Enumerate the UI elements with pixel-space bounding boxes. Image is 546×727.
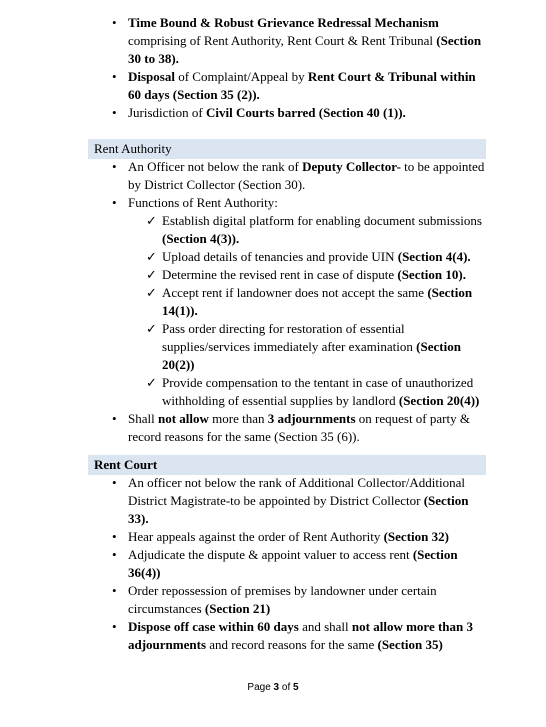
rent-court-section bbox=[0, 474, 546, 654]
list-item-text bbox=[128, 410, 486, 446]
top-bullet-list bbox=[0, 14, 546, 122]
bullet-icon: • bbox=[112, 15, 117, 30]
bold-text: (Section 14(1)). bbox=[162, 285, 473, 318]
rent-authority-section bbox=[0, 158, 546, 446]
function-item-text bbox=[162, 285, 472, 318]
page-footer bbox=[0, 679, 546, 697]
text-run: and record reasons for the same bbox=[206, 637, 378, 652]
bold-text: (Section 33). bbox=[128, 493, 469, 526]
rent-authority-list-after bbox=[0, 410, 546, 446]
bullet-icon: • bbox=[112, 411, 117, 426]
list-item-text bbox=[128, 194, 486, 212]
bold-text: Disposal bbox=[128, 69, 175, 84]
list-item-text bbox=[128, 68, 486, 104]
bold-text: Dispose off case within 60 days bbox=[128, 619, 299, 634]
list-item-text bbox=[128, 528, 486, 546]
top-list-item bbox=[0, 14, 546, 68]
bullet-icon: • bbox=[112, 159, 117, 174]
text-run: Adjudicate the dispute & appoint valuer to access rent bbox=[128, 547, 413, 562]
function-item bbox=[0, 284, 546, 320]
list-item-text bbox=[128, 158, 486, 194]
top-bullet-block bbox=[0, 14, 546, 122]
bold-text: (Section 21) bbox=[204, 601, 271, 616]
checkmark-icon: ✓ bbox=[146, 213, 157, 228]
bold-text: (Section 10). bbox=[397, 267, 466, 282]
text-run: more than bbox=[208, 411, 268, 426]
list-item-text bbox=[128, 474, 486, 528]
text-run: and shall bbox=[298, 619, 352, 634]
text-run: Pass order directing for restoration of essential supplies/services immediately after examination bbox=[162, 321, 417, 354]
function-item-text bbox=[162, 321, 461, 372]
rent-court-item bbox=[0, 528, 546, 546]
text-run: An Officer not below the rank of bbox=[128, 159, 303, 174]
function-item-text bbox=[162, 375, 479, 408]
footer-prefix: Page bbox=[247, 682, 274, 693]
bullet-icon: • bbox=[112, 583, 117, 598]
checkmark-icon: ✓ bbox=[146, 375, 157, 390]
list-item-text bbox=[128, 618, 486, 654]
bold-text: (Section 20(4)) bbox=[398, 393, 480, 408]
top-list-item bbox=[0, 68, 546, 104]
text-run: Determine the revised rent in case of dispute bbox=[162, 267, 398, 282]
rent-authority-item bbox=[0, 410, 546, 446]
bullet-icon: • bbox=[112, 105, 117, 120]
function-item bbox=[0, 266, 546, 284]
footer-middle: of bbox=[279, 682, 294, 693]
text-run: Provide compensation to the tentant in case of unauthorized withholding of essential supplies by landlord bbox=[162, 375, 474, 408]
list-item-text bbox=[128, 582, 486, 618]
rent-court-item bbox=[0, 618, 546, 654]
text-run: Shall bbox=[128, 411, 158, 426]
text-run: on request of party & record reasons for the same (Section 35 (6)). bbox=[128, 411, 470, 444]
rent-court-list bbox=[0, 474, 546, 654]
function-item-text bbox=[162, 249, 471, 264]
checkmark-icon: ✓ bbox=[146, 267, 157, 282]
bold-text: 3 adjournments bbox=[267, 411, 356, 426]
bold-text: (Section 32) bbox=[383, 529, 449, 544]
list-item-text bbox=[128, 546, 486, 582]
bold-text: (Section 30 to 38). bbox=[128, 33, 482, 66]
text-run: Hear appeals against the order of Rent Authority bbox=[128, 529, 384, 544]
checkmark-icon: ✓ bbox=[146, 249, 157, 264]
rent-court-header: Rent Court bbox=[88, 455, 486, 475]
function-item-text bbox=[162, 267, 466, 282]
function-item bbox=[0, 320, 546, 374]
bullet-icon: • bbox=[112, 619, 117, 634]
text-run: Accept rent if landowner does not accept the same bbox=[162, 285, 428, 300]
text-run: Establish digital platform for enabling document submissions bbox=[162, 213, 482, 228]
rent-court-item bbox=[0, 582, 546, 618]
checkmark-icon: ✓ bbox=[146, 285, 157, 300]
rent-authority-item bbox=[0, 194, 546, 212]
bold-text: (Section 4(4). bbox=[397, 249, 471, 264]
text-run: Functions of Rent Authority: bbox=[128, 195, 278, 210]
list-item-text bbox=[128, 104, 486, 122]
text-run: Jurisdiction of bbox=[128, 105, 206, 120]
checkmark-icon: ✓ bbox=[146, 321, 157, 336]
rent-court-item bbox=[0, 546, 546, 582]
function-item-text bbox=[162, 213, 482, 246]
text-run: Order repossession of premises by landowner under certain circumstances bbox=[128, 583, 437, 616]
bullet-icon: • bbox=[112, 195, 117, 210]
bold-text: (Section 35) bbox=[377, 637, 443, 652]
bold-text: (Section 4(3)). bbox=[162, 231, 240, 246]
text-run: of Complaint/Appeal by bbox=[174, 69, 308, 84]
bullet-icon: • bbox=[112, 529, 117, 544]
text-run: comprising of Rent Authority, Rent Court & Rent Tribunal bbox=[128, 33, 437, 48]
bold-text: not allow more than 3 adjournments bbox=[128, 619, 474, 652]
bold-text: not allow bbox=[157, 411, 209, 426]
function-item bbox=[0, 374, 546, 410]
bold-text: Time Bound & Robust Grievance Redressal Mechanism bbox=[128, 15, 439, 30]
footer-current-page: 3 bbox=[273, 682, 280, 693]
text-run: Upload details of tenancies and provide UIN bbox=[162, 249, 398, 264]
list-item-text bbox=[128, 14, 486, 68]
bold-text: (Section 20(2)) bbox=[162, 339, 461, 372]
rent-authority-list bbox=[0, 158, 546, 212]
bold-text: Rent Court & Tribunal within 60 days (Section 35 (2)). bbox=[128, 69, 476, 102]
rent-authority-functions-list bbox=[0, 212, 546, 410]
rent-authority-item bbox=[0, 158, 546, 194]
bullet-icon: • bbox=[112, 475, 117, 490]
function-item bbox=[0, 248, 546, 266]
bullet-icon: • bbox=[112, 69, 117, 84]
rent-authority-header: Rent Authority bbox=[88, 139, 486, 159]
bullet-icon: • bbox=[112, 547, 117, 562]
rent-court-item bbox=[0, 474, 546, 528]
footer-total-pages: 5 bbox=[293, 682, 299, 693]
top-list-item bbox=[0, 104, 546, 122]
text-run: An officer not below the rank of Additional Collector/Additional District Magistrate-to be appointed by District Collector bbox=[128, 475, 465, 508]
function-item bbox=[0, 212, 546, 248]
bold-text: Civil Courts barred (Section 40 (1)). bbox=[206, 105, 406, 120]
bold-text: (Section 36(4)) bbox=[128, 547, 458, 580]
text-run: to be appointed by District Collector (Section 30). bbox=[128, 159, 485, 192]
bold-text: Deputy Collector- bbox=[302, 159, 401, 174]
